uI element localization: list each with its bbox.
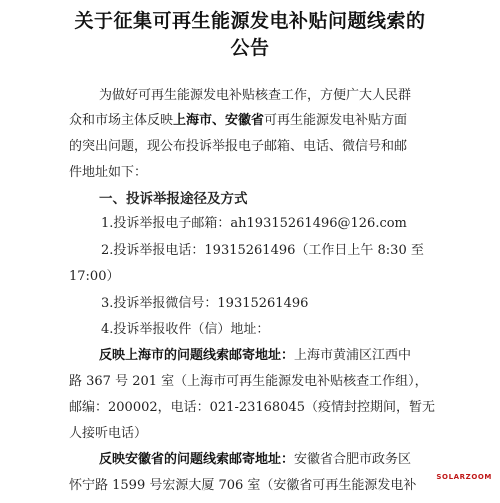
report-phone-hours: 17:00） bbox=[69, 269, 120, 284]
document-title-line-2: 公告 bbox=[230, 37, 270, 59]
report-phone: 2.投诉举报电话：19315261496（工作日上午 8:30 至 bbox=[101, 243, 424, 258]
anhui-address-label: 反映安徽省的问题线索邮寄地址： bbox=[99, 452, 295, 467]
intro-line-1: 为做好可再生能源发电补贴核查工作，方便广大人民群 bbox=[99, 88, 412, 103]
shanghai-address-line-3: 邮编：200002，电话：021-23168045（疫情封控期间，暂无 bbox=[69, 400, 435, 415]
shanghai-address-line-4: 人接听电话） bbox=[69, 426, 148, 441]
anhui-address-line-2: 怀宁路 1599 号宏源大厦 706 室（安徽省可再生能源发电补 bbox=[69, 478, 417, 493]
intro-line-2 bbox=[69, 112, 407, 130]
section-1-heading: 一、投诉举报途径及方式 bbox=[99, 191, 248, 207]
solarzoom-watermark: SOLARZOOM bbox=[436, 473, 492, 481]
shanghai-address-start: 上海市黄浦区江西中 bbox=[294, 348, 412, 363]
anhui-address-start: 安徽省合肥市政务区 bbox=[294, 452, 412, 467]
anhui-address-line-1 bbox=[99, 451, 411, 469]
document-title-line-1: 关于征集可再生能源发电补贴问题线索的 bbox=[74, 10, 426, 32]
shanghai-address-line-1 bbox=[99, 347, 411, 365]
report-mail-address-heading: 4.投诉举报收件（信）地址： bbox=[101, 322, 270, 337]
intro-line-2-start: 众和市场主体反映 bbox=[69, 113, 174, 128]
intro-line-2-end: 可再生能源发电补贴方面 bbox=[264, 113, 408, 128]
shanghai-address-label: 反映上海市的问题线索邮寄地址： bbox=[99, 348, 295, 363]
intro-regions: 上海市、安徽省 bbox=[173, 113, 265, 128]
shanghai-address-line-2: 路 367 号 201 室（上海市可再生能源发电补贴核查工作组）， bbox=[69, 374, 428, 389]
report-email: 1.投诉举报电子邮箱：ah19315261496@126.com bbox=[101, 216, 407, 231]
report-wechat: 3.投诉举报微信号：19315261496 bbox=[101, 296, 309, 311]
intro-line-3: 的突出问题，现公布投诉举报电子邮箱、电话、微信号和邮 bbox=[69, 139, 408, 154]
intro-line-4: 件地址如下： bbox=[69, 165, 148, 180]
